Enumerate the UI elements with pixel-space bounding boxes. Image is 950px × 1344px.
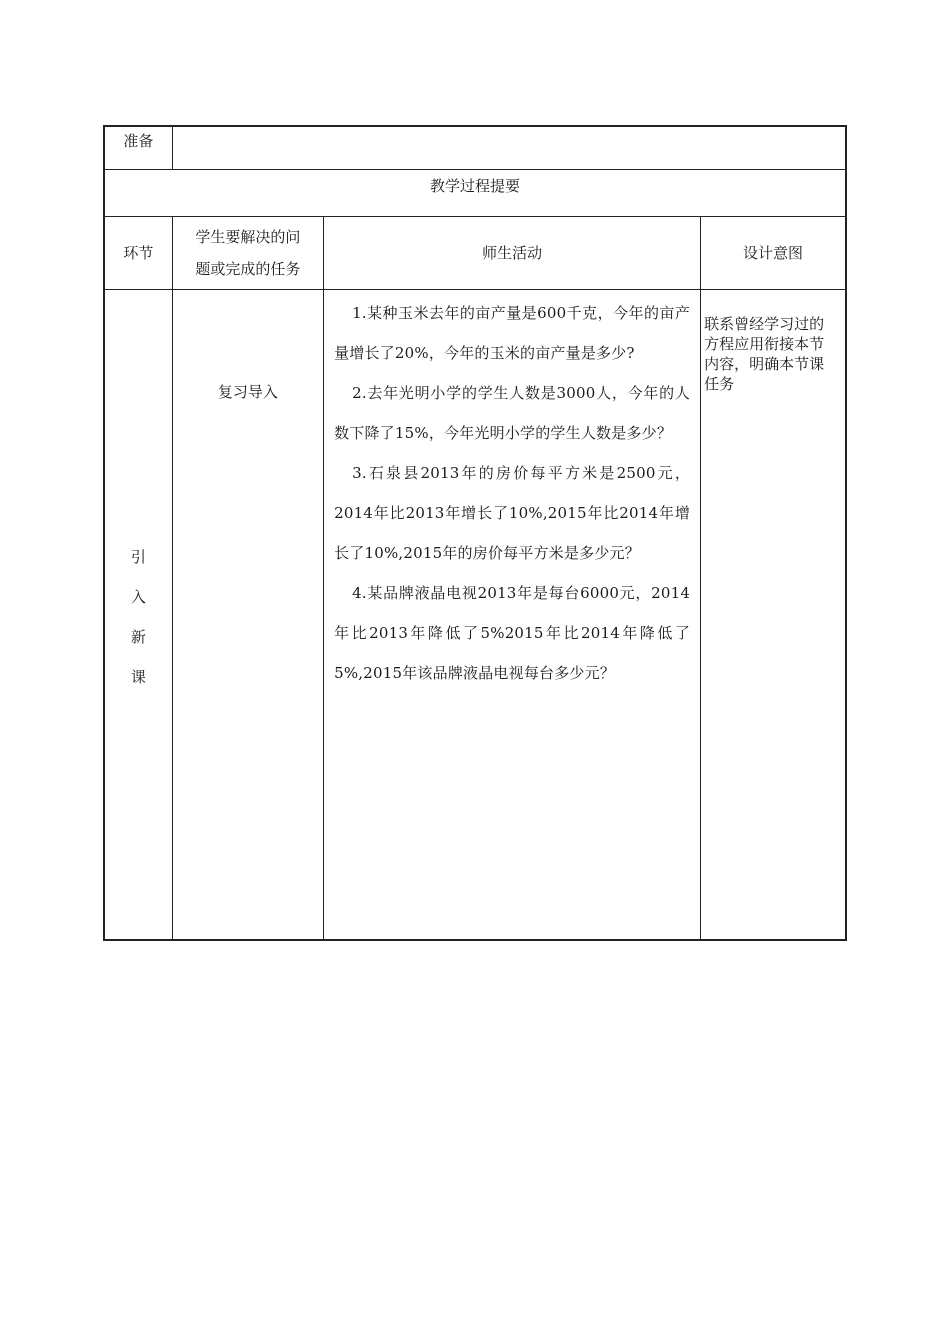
section-char: 课 [130, 667, 146, 686]
header-task-line2: 题或完成的任务 [195, 260, 301, 278]
title-row [104, 170, 846, 217]
activity-cell [324, 290, 701, 941]
process-title: 教学过程提要 [104, 170, 846, 217]
intent-cell: 联系曾经学习过的方程应用衔接本节内容，明确本节课任务 [701, 290, 846, 941]
task-cell: 复习导入 [172, 290, 323, 941]
header-activity: 师生活动 [324, 217, 701, 290]
activity-problem-3: 3.石泉县2013年的房价每平方米是2500元，2014年比2013年增长了10%,2015年比2014年增长了10%,2015年的房价每平方米是多少元？ [334, 464, 691, 562]
header-row [104, 217, 846, 290]
section-char: 引 [130, 547, 146, 566]
header-section: 环节 [104, 217, 172, 290]
prep-row [104, 126, 846, 170]
header-task [172, 217, 323, 290]
header-intent: 设计意图 [701, 217, 846, 290]
prep-content [172, 126, 846, 170]
section-char: 新 [130, 627, 146, 646]
activity-problem-1: 1.某种玉米去年的亩产量是600千克，今年的亩产量增长了20%，今年的玉米的亩产量是多少? [334, 304, 691, 362]
activity-problem-2: 2.去年光明小学的学生人数是3000人，今年的人数下降了15%，今年光明小学的学生人数是多少？ [334, 384, 691, 442]
section-cell [104, 290, 172, 941]
section-char: 入 [130, 587, 146, 606]
prep-label: 准备 [104, 126, 172, 170]
activity-problem-4: 4.某品牌液晶电视2013年是每台6000元，2014年比2013年降低了5%2015年比2014年降低了5%,2015年该品牌液晶电视每台多少元？ [334, 584, 691, 682]
intro-row [104, 290, 846, 941]
lesson-plan-table [103, 125, 847, 941]
header-task-line1: 学生要解决的问 [195, 228, 301, 246]
